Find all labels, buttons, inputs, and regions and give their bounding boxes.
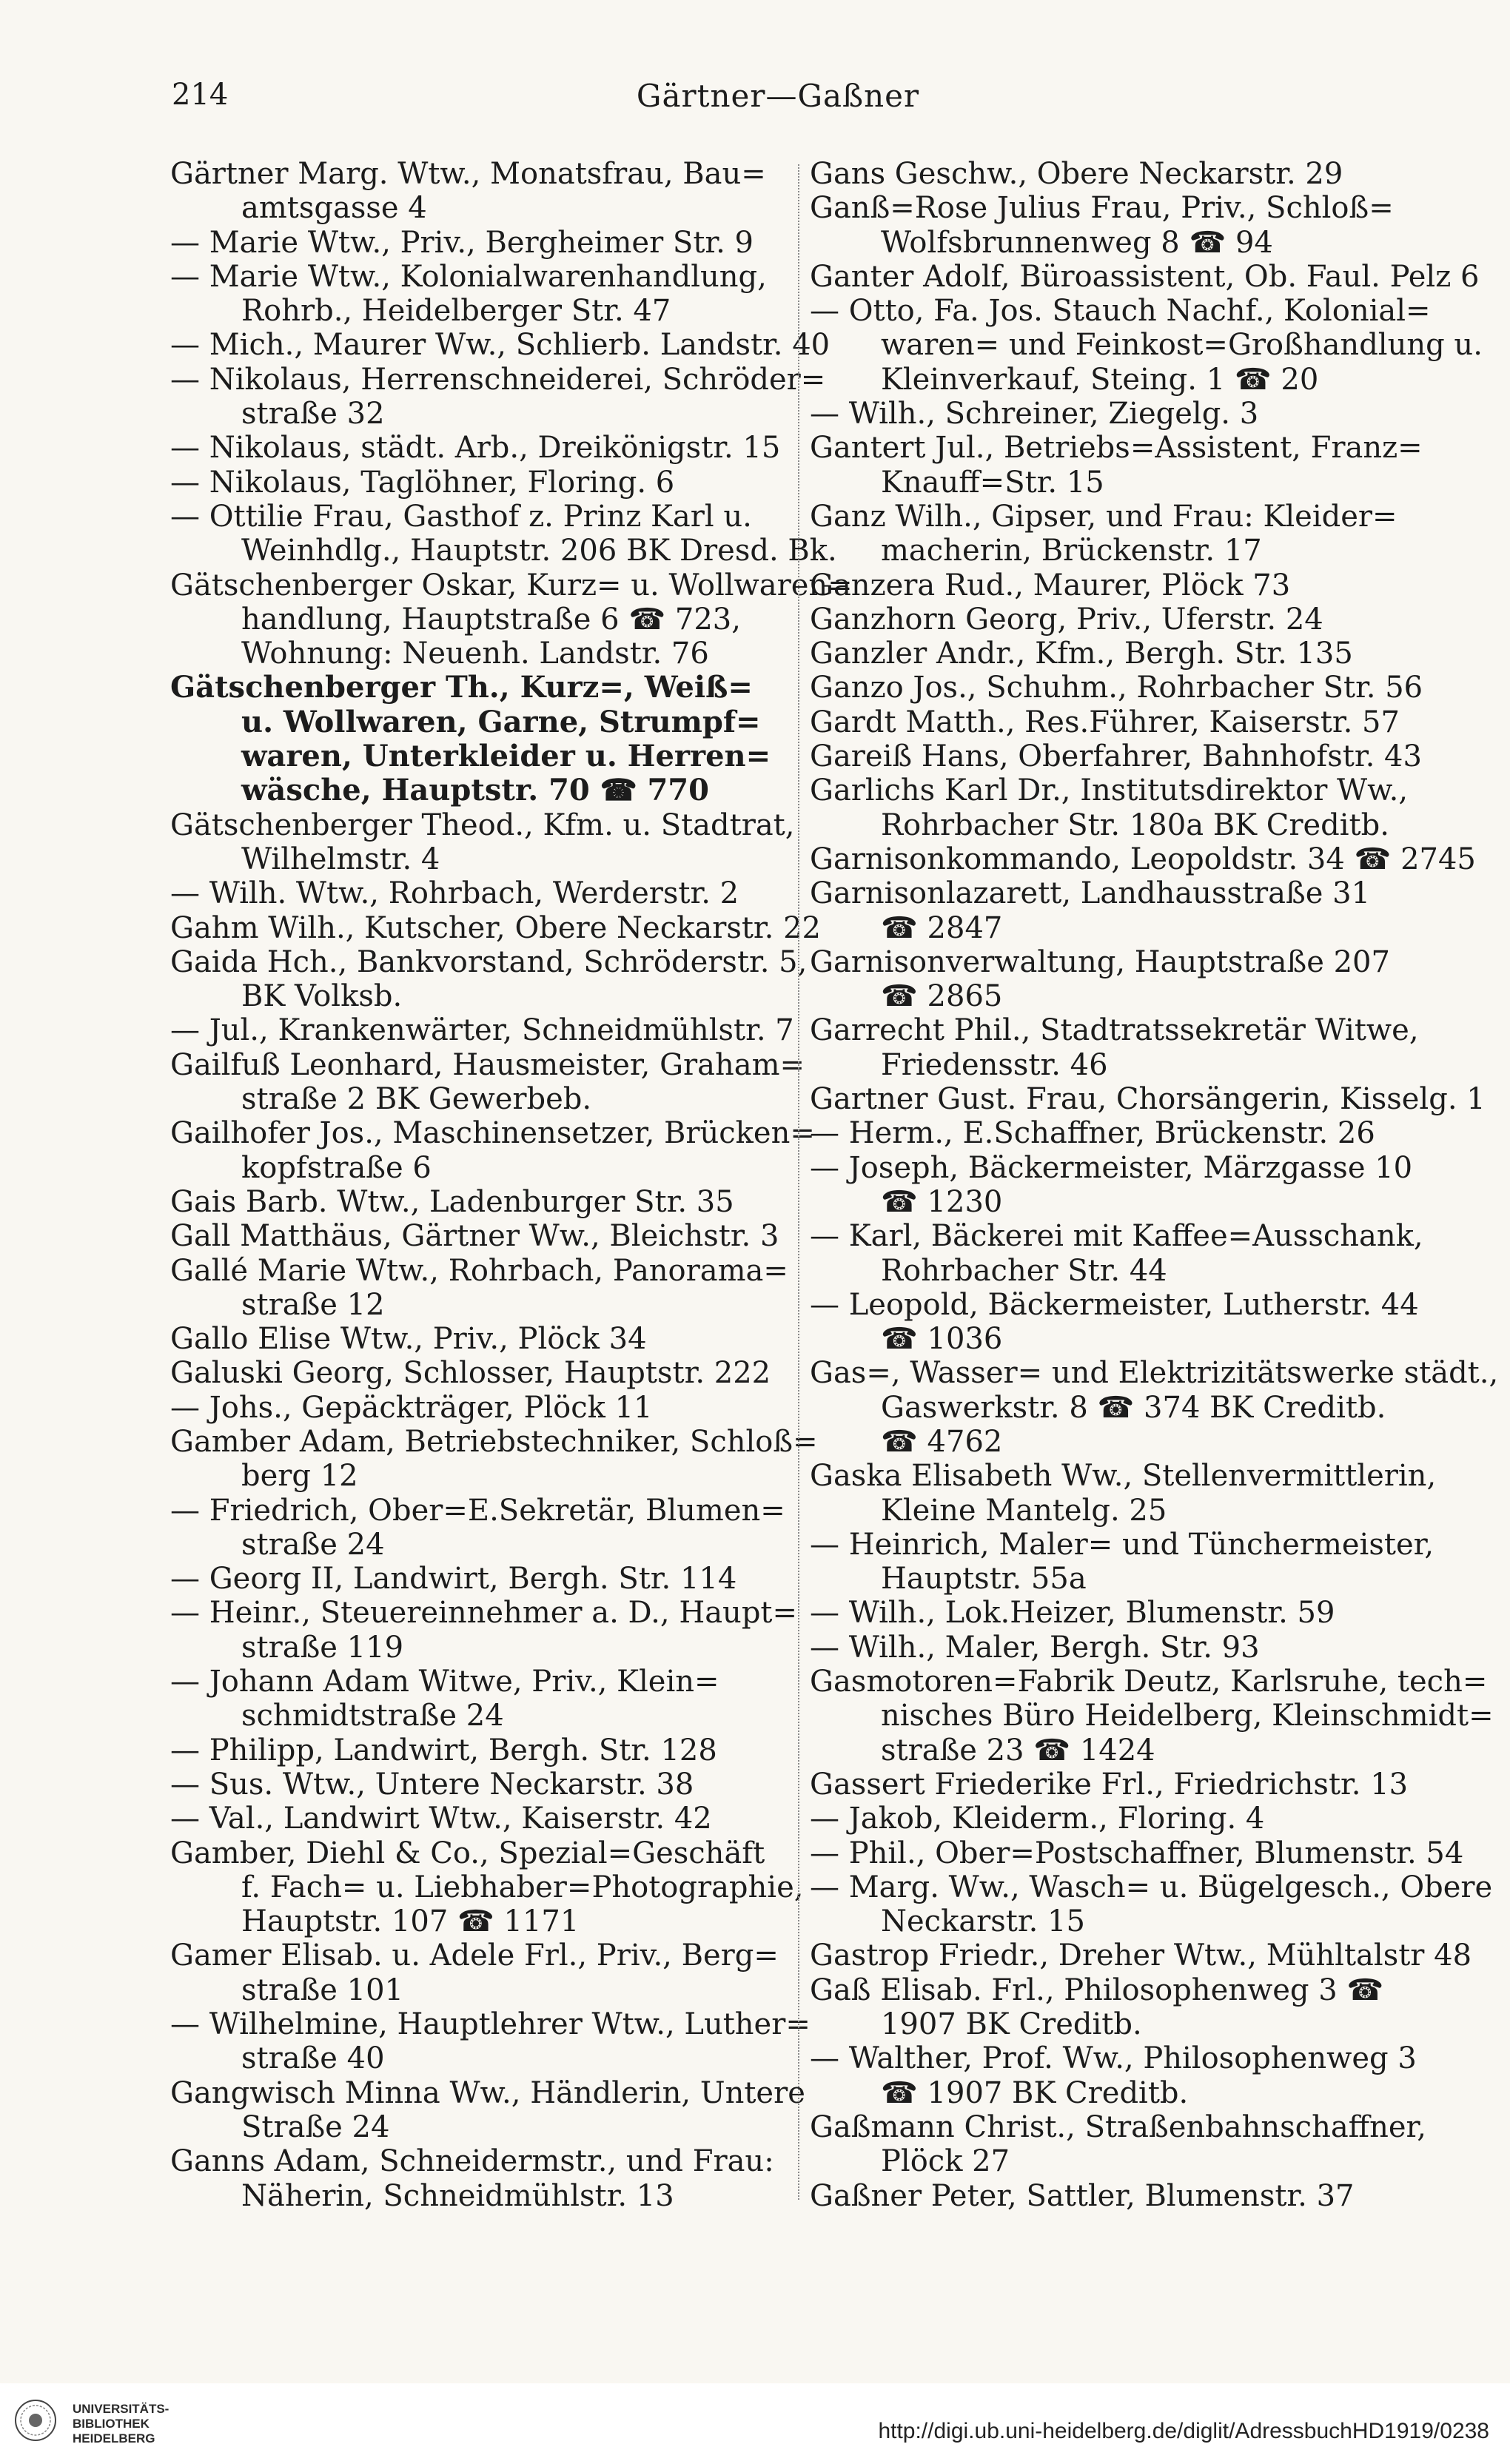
directory-entry-line: straße 12: [241, 1287, 385, 1322]
directory-entry-line: straße 24: [241, 1527, 385, 1562]
directory-entry-line: Gaska Elisabeth Ww., Stellenvermittlerin,: [810, 1459, 1437, 1494]
directory-entry-line: — Friedrich, Ober=E.Sekretär, Blumen=: [170, 1493, 785, 1528]
directory-entry-line: ☎ 1230: [881, 1184, 1003, 1219]
directory-entry-line: Rohrbacher Str. 180a BK Creditb.: [881, 808, 1389, 842]
directory-entry-line: ☎ 1036: [881, 1322, 1003, 1357]
directory-entry-line: ☎ 2847: [881, 910, 1003, 945]
directory-entry-bold: Gätschenberger Th., Kurz=, Weiß=: [170, 670, 753, 705]
directory-entry-line: — Heinrich, Maler= und Tünchermeister,: [810, 1527, 1434, 1562]
directory-entry-line: Näherin, Schneidmühlstr. 13: [241, 2178, 674, 2213]
directory-entry-line: — Nikolaus, städt. Arb., Dreikönigstr. 15: [170, 431, 781, 466]
directory-entry-line: — Wilh. Wtw., Rohrbach, Werderstr. 2: [170, 876, 739, 911]
directory-entry-line: Gastrop Friedr., Dreher Wtw., Mühltalstr 48: [810, 1938, 1472, 1973]
directory-entry-line: — Leopold, Bäckermeister, Lutherstr. 44: [810, 1287, 1419, 1322]
directory-entry-line: Gas=, Wasser= und Elektrizitätswerke städt.,: [810, 1356, 1499, 1391]
footer-bar: [0, 2383, 1510, 2464]
directory-entry-line: nisches Büro Heidelberg, Kleinschmidt=: [881, 1699, 1494, 1733]
directory-entry-bold: waren, Unterkleider u. Herren=: [241, 739, 771, 774]
directory-entry-line: 1907 BK Creditb.: [881, 2007, 1142, 2042]
directory-entry-line: — Ottilie Frau, Gasthof z. Prinz Karl u.: [170, 499, 752, 534]
directory-entry-line: Gantert Jul., Betriebs=Assistent, Franz=: [810, 431, 1423, 466]
directory-entry-line: — Wilh., Lok.Heizer, Blumenstr. 59: [810, 1596, 1335, 1631]
directory-entry-line: Ganzhorn Georg, Priv., Uferstr. 24: [810, 602, 1323, 637]
directory-entry-line: Wohnung: Neuenh. Landstr. 76: [241, 637, 709, 671]
directory-entry-line: Friedensstr. 46: [881, 1047, 1108, 1082]
directory-entry-line: Gamber, Diehl & Co., Spezial=Geschäft: [170, 1836, 765, 1870]
directory-entry-line: Gassert Friederike Frl., Friedrichstr. 13: [810, 1767, 1409, 1802]
library-name-line: BIBLIOTHEK: [73, 2417, 150, 2431]
library-name-line: HEIDELBERG: [73, 2431, 155, 2445]
directory-entry-line: straße 23 ☎ 1424: [881, 1733, 1155, 1768]
directory-entry-line: Gardt Matth., Res.Führer, Kaiserstr. 57: [810, 705, 1400, 739]
directory-entry-line: straße 40: [241, 2041, 385, 2076]
directory-entry-line: f. Fach= u. Liebhaber=Photographie,: [241, 1870, 804, 1904]
directory-entry-bold: u. Wollwaren, Garne, Strumpf=: [241, 704, 761, 739]
running-title: Gärtner—Gaßner: [636, 78, 920, 114]
directory-entry-line: Plöck 27: [881, 2144, 1010, 2179]
directory-entry-line: — Wilh., Maler, Bergh. Str. 93: [810, 1630, 1260, 1665]
directory-entry-line: straße 101: [241, 1973, 404, 2007]
directory-entry-line: Ganzler Andr., Kfm., Bergh. Str. 135: [810, 637, 1353, 671]
directory-entry-line: Ganns Adam, Schneidermstr., und Frau:: [170, 2144, 774, 2179]
directory-entry-line: handlung, Hauptstraße 6 ☎ 723,: [241, 602, 741, 637]
directory-entry-line: straße 119: [241, 1630, 404, 1665]
directory-entry-line: Hauptstr. 55a: [881, 1562, 1087, 1597]
directory-entry-line: Wilhelmstr. 4: [241, 842, 440, 876]
directory-entry-line: ☎ 2865: [881, 979, 1003, 1014]
directory-entry-line: Gätschenberger Theod., Kfm. u. Stadtrat,: [170, 808, 795, 842]
library-logo-icon: [13, 2398, 58, 2443]
directory-entry-line: Hauptstr. 107 ☎ 1171: [241, 1904, 580, 1939]
directory-entry-line: macherin, Brückenstr. 17: [881, 534, 1262, 568]
directory-entry-line: Gailhofer Jos., Maschinensetzer, Brücken=: [170, 1116, 815, 1151]
directory-entry-line: — Marie Wtw., Kolonialwarenhandlung,: [170, 259, 767, 294]
directory-entry-line: waren= und Feinkost=Großhandlung u.: [881, 328, 1483, 363]
directory-entry-line: — Herm., E.Schaffner, Brückenstr. 26: [810, 1116, 1375, 1151]
directory-entry-line: ☎ 1907 BK Creditb.: [881, 2075, 1189, 2110]
page-number: 214: [172, 78, 229, 112]
directory-entry-line: Ganzo Jos., Schuhm., Rohrbacher Str. 56: [810, 671, 1423, 705]
directory-entry-line: Ganter Adolf, Büroassistent, Ob. Faul. Pelz 6: [810, 259, 1480, 294]
directory-entry-line: — Johs., Gepäckträger, Plöck 11: [170, 1390, 653, 1425]
directory-entry-line: Gartner Gust. Frau, Chorsängerin, Kisselg. 1: [810, 1082, 1486, 1117]
directory-entry-line: BK Volksb.: [241, 979, 403, 1014]
directory-entry-line: Garlichs Karl Dr., Institutsdirektor Ww.,: [810, 773, 1409, 808]
left-column: [170, 157, 853, 2213]
directory-entry-line: Gais Barb. Wtw., Ladenburger Str. 35: [170, 1184, 734, 1219]
directory-entry-line: Gaßmann Christ., Straßenbahnschaffner,: [810, 2109, 1426, 2144]
directory-entry-line: Kleinverkauf, Steing. 1 ☎ 20: [881, 362, 1319, 397]
directory-entry-line: — Karl, Bäckerei mit Kaffee=Ausschank,: [810, 1219, 1423, 1254]
directory-entry-line: Garnisonlazarett, Landhausstraße 31: [810, 876, 1371, 911]
directory-entry-line: Gamer Elisab. u. Adele Frl., Priv., Berg=: [170, 1938, 779, 1973]
directory-entry-line: Gareiß Hans, Oberfahrer, Bahnhofstr. 43: [810, 739, 1422, 774]
directory-entry-line: Weinhdlg., Hauptstr. 206 BK Dresd. Bk.: [241, 534, 837, 568]
directory-entry-line: — Jul., Krankenwärter, Schneidmühlstr. 7: [170, 1013, 794, 1048]
directory-entry-line: Gamber Adam, Betriebstechniker, Schloß=: [170, 1424, 818, 1459]
directory-entry-line: Gailfuß Leonhard, Hausmeister, Graham=: [170, 1047, 805, 1082]
directory-entry-line: Garnisonkommando, Leopoldstr. 34 ☎ 2745: [810, 842, 1476, 876]
directory-entry-line: Galuski Georg, Schlosser, Hauptstr. 222: [170, 1356, 771, 1391]
directory-entry-line: Neckarstr. 15: [881, 1904, 1085, 1939]
directory-entry-line: — Phil., Ober=Postschaffner, Blumenstr. 54: [810, 1836, 1464, 1870]
directory-entry-line: — Wilh., Schreiner, Ziegelg. 3: [810, 397, 1259, 432]
directory-entry-line: Rohrbacher Str. 44: [881, 1253, 1167, 1288]
directory-entry-line: amtsgasse 4: [241, 191, 427, 226]
directory-entry-line: Gaß Elisab. Frl., Philosophenweg 3 ☎: [810, 1973, 1384, 2007]
right-column: [810, 157, 1499, 2213]
page-header: [172, 78, 1384, 122]
directory-entry-line: Rohrb., Heidelberger Str. 47: [241, 294, 671, 329]
library-name-line: UNIVERSITÄTS-: [73, 2402, 170, 2416]
directory-entry-line: — Marg. Ww., Wasch= u. Bügelgesch., Obere: [810, 1870, 1493, 1904]
library-name: [73, 2402, 169, 2446]
source-url[interactable]: http://digi.ub.uni-heidelberg.de/diglit/AdressbuchHD1919/0238: [878, 2419, 1489, 2443]
directory-entry-line: — Heinr., Steuereinnehmer a. D., Haupt=: [170, 1596, 798, 1631]
directory-entry-line: — Otto, Fa. Jos. Stauch Nachf., Kolonial=: [810, 294, 1431, 329]
directory-entry-line: Gärtner Marg. Wtw., Monatsfrau, Bau=: [170, 157, 766, 191]
directory-entry-line: Garrecht Phil., Stadtratssekretär Witwe,: [810, 1013, 1419, 1048]
directory-entry-line: Garnisonverwaltung, Hauptstraße 207: [810, 944, 1390, 979]
directory-entry-line: ☎ 4762: [881, 1424, 1003, 1459]
directory-entry-line: — Val., Landwirt Wtw., Kaiserstr. 42: [170, 1802, 712, 1836]
directory-entry-line: Kleine Mantelg. 25: [881, 1493, 1167, 1528]
directory-entry-line: berg 12: [241, 1459, 358, 1494]
directory-entry-line: — Georg II, Landwirt, Bergh. Str. 114: [170, 1562, 737, 1597]
directory-entry-line: straße 2 BK Gewerbeb.: [241, 1082, 592, 1117]
directory-entry-line: — Wilhelmine, Hauptlehrer Wtw., Luther=: [170, 2007, 811, 2042]
directory-entry-line: Gall Matthäus, Gärtner Ww., Bleichstr. 3: [170, 1219, 779, 1254]
directory-entry-line: — Walther, Prof. Ww., Philosophenweg 3: [810, 2041, 1417, 2076]
directory-entry-line: — Nikolaus, Herrenschneiderei, Schröder=: [170, 362, 826, 397]
directory-entry-line: — Joseph, Bäckermeister, Märzgasse 10: [810, 1150, 1413, 1185]
directory-entry-line: Gaswerkstr. 8 ☎ 374 BK Creditb.: [881, 1390, 1386, 1425]
directory-entry-line: Knauff=Str. 15: [881, 465, 1104, 500]
directory-entry-line: Gangwisch Minna Ww., Händlerin, Untere: [170, 2075, 805, 2110]
directory-entry-line: Ganzera Rud., Maurer, Plöck 73: [810, 568, 1291, 602]
directory-entry-line: Gans Geschw., Obere Neckarstr. 29: [810, 157, 1343, 191]
directory-entry-line: — Johann Adam Witwe, Priv., Klein=: [170, 1665, 719, 1699]
directory-entry-line: Gaßner Peter, Sattler, Blumenstr. 37: [810, 2178, 1355, 2213]
directory-entry-line: Gätschenberger Oskar, Kurz= u. Wollwaren=: [170, 568, 853, 602]
directory-entry-line: straße 32: [241, 397, 385, 432]
directory-entry-line: — Jakob, Kleiderm., Floring. 4: [810, 1802, 1265, 1836]
directory-entry-line: — Mich., Maurer Ww., Schlierb. Landstr. 40: [170, 328, 830, 363]
directory-entry-line: — Marie Wtw., Priv., Bergheimer Str. 9: [170, 225, 754, 260]
directory-entry-line: Ganz Wilh., Gipser, und Frau: Kleider=: [810, 499, 1397, 534]
directory-entry-line: Gaida Hch., Bankvorstand, Schröderstr. 5,: [170, 944, 808, 979]
directory-entry-bold: wäsche, Hauptstr. 70 ☎ 770: [241, 773, 709, 808]
directory-entry-line: — Philipp, Landwirt, Bergh. Str. 128: [170, 1733, 717, 1768]
directory-entry-line: Gallo Elise Wtw., Priv., Plöck 34: [170, 1322, 647, 1357]
directory-entry-line: Gallé Marie Wtw., Rohrbach, Panorama=: [170, 1253, 788, 1288]
directory-entry-line: kopfstraße 6: [241, 1150, 432, 1185]
directory-entry-line: Wolfsbrunnenweg 8 ☎ 94: [881, 225, 1273, 260]
column-divider: [798, 164, 799, 2200]
directory-entry-line: Gahm Wilh., Kutscher, Obere Neckarstr. 22: [170, 910, 821, 945]
directory-entry-line: Straße 24: [241, 2109, 390, 2144]
directory-entry-line: schmidtstraße 24: [241, 1699, 504, 1733]
directory-entry-line: Ganß=Rose Julius Frau, Priv., Schloß=: [810, 191, 1394, 226]
directory-entry-line: — Nikolaus, Taglöhner, Floring. 6: [170, 465, 675, 500]
directory-entry-line: Gasmotoren=Fabrik Deutz, Karlsruhe, tech=: [810, 1665, 1488, 1699]
directory-entry-line: — Sus. Wtw., Untere Neckarstr. 38: [170, 1767, 694, 1802]
